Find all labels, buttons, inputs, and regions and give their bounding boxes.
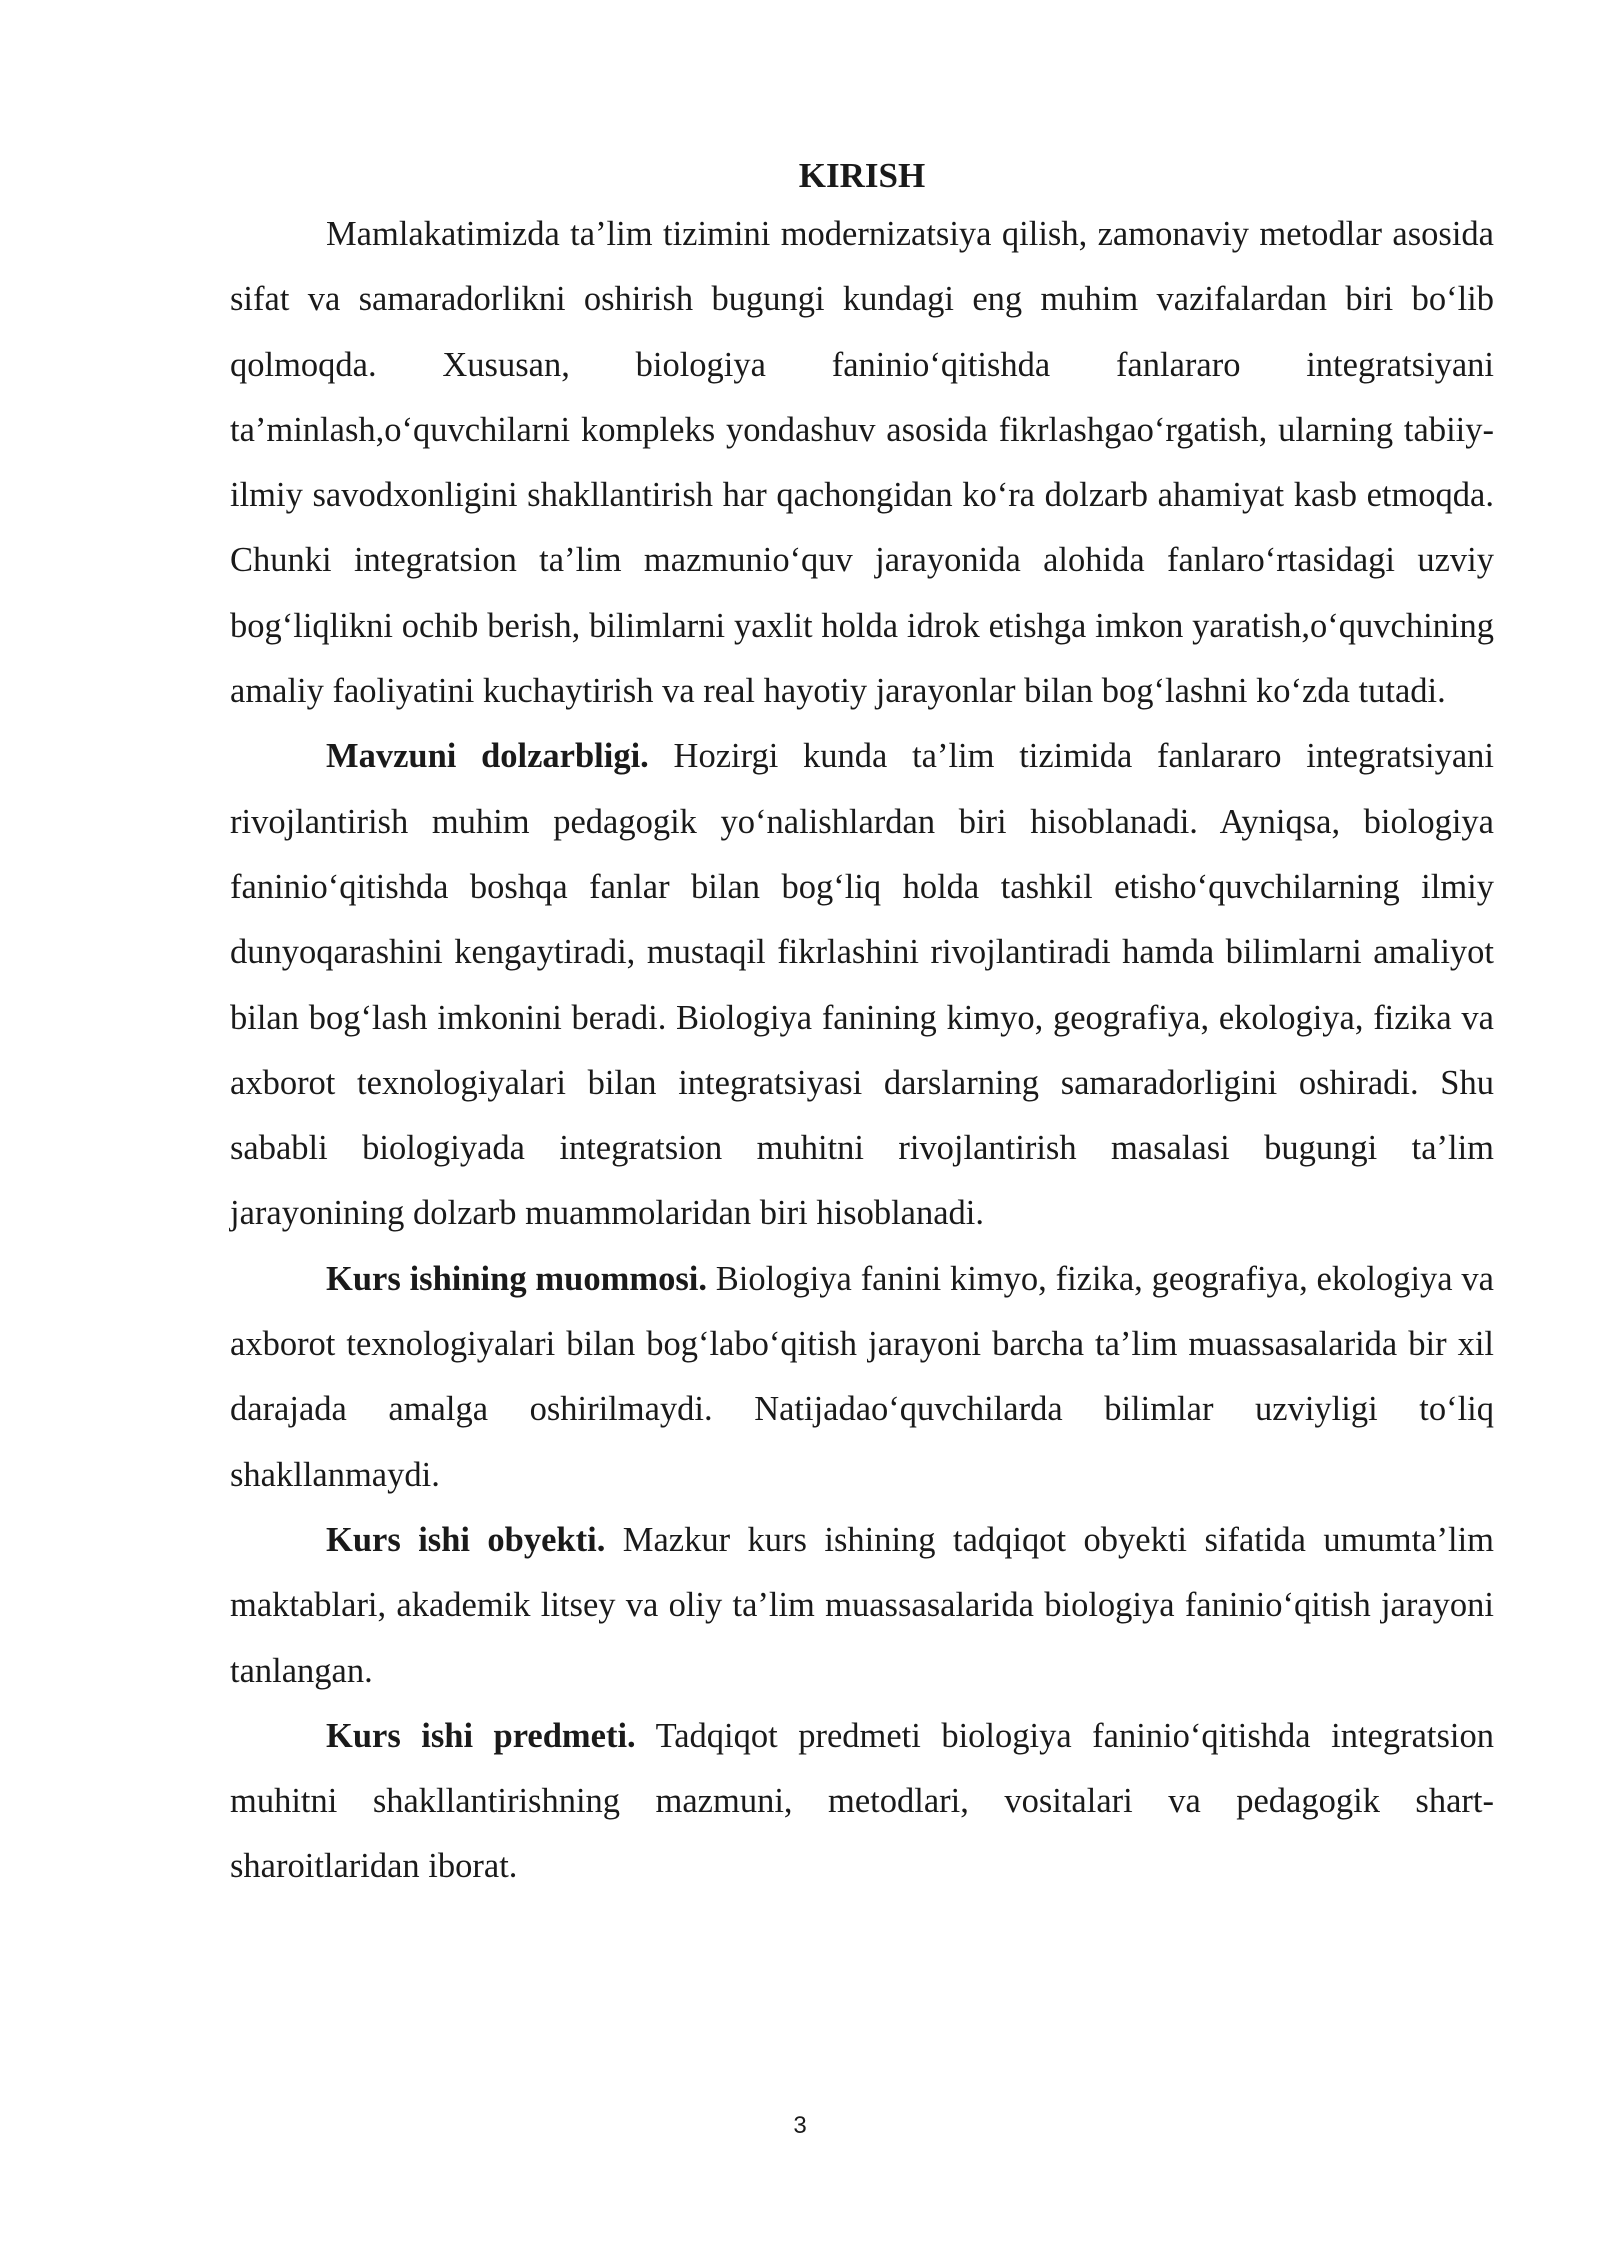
paragraph-text: Biologiya fanini kimyo, fizika, geografiya, ekologiya va axborot texnologiyalari bilan bog‘labo‘qitish jarayoni barcha ta’lim muassasalarida bir xil darajada amalga oshirilmaydi. Natijadao‘quvchilarda bilimlar uzviyligi to‘liq shakllanmaydi.	[230, 1259, 1494, 1494]
paragraph-text: Tadqiqot predmeti biologiya faninio‘qitishda integratsion muhitni shakllantirishning mazmuni, metodlari, vositalari va pedagogik shart-sharoitlaridan iborat.	[230, 1716, 1494, 1886]
paragraph-lead: Mavzuni dolzarbligi.	[326, 737, 649, 776]
paragraph-text: Hozirgi kunda ta’lim tizimida fanlararo integratsiyani rivojlantirish muhim pedagogik yo‘nalishlardan biri hisoblanadi. Ayniqsa, biologiya faninio‘qitishda boshqa fanlar bilan bog‘liq holda tashkil etisho‘quvchilarning ilmiy dunyoqarashini kengaytiradi, mustaqil fikrlashini rivojlantiradi hamda bilimlarni amaliyot bilan bog‘lash imkonini beradi. Biologiya fanining kimyo, geografiya, ekologiya, fizika va axborot texnologiyalari bilan integratsiyasi darslarning samaradorligini oshiradi. Shu sababli biologiyada integratsion muhitni rivojlantirish masalasi bugungi ta’lim jarayonining dolzarb muammolaridan biri hisoblanadi.	[230, 737, 1494, 1233]
paragraph-problem	[230, 1247, 1494, 1508]
paragraph-lead: Kurs ishining muommosi.	[326, 1259, 707, 1298]
paragraph-intro	[230, 202, 1494, 724]
paragraph-lead: Kurs ishi obyekti.	[326, 1520, 606, 1559]
paragraph-subject	[230, 1704, 1494, 1900]
document-body	[230, 150, 1494, 1900]
paragraph-lead: Kurs ishi predmeti.	[326, 1716, 636, 1755]
paragraph-text: Mazkur kurs ishining tadqiqot obyekti sifatida umumta’lim maktablari, akademik litsey va oliy ta’lim muassasalarida biologiya faninio‘qitish jarayoni tanlangan.	[230, 1520, 1494, 1690]
paragraph-text: Mamlakatimizda ta’lim tizimini modernizatsiya qilish, zamonaviy metodlar asosida sifat va samaradorlikni oshirish bugungi kundagi eng muhim vazifalardan biri bo‘lib qolmoqda. Xususan, biologiya faninio‘qitishda fanlararo integratsiyani ta’minlash,o‘quvchilarni kompleks yondashuv asosida fikrlashgao‘rgatish, ularning tabiiy-ilmiy savodxonligini shakllantirish har qachongidan ko‘ra dolzarb ahamiyat kasb etmoqda. Chunki integratsion ta’lim mazmunio‘quv jarayonida alohida fanlaro‘rtasidagi uzviy bog‘liqlikni ochib berish, bilimlarni yaxlit holda idrok etishga imkon yaratish,o‘quvchining amaliy faoliyatini kuchaytirish va real hayotiy jarayonlar bilan bog‘lashni ko‘zda tutadi.	[230, 215, 1494, 711]
page-number: 3	[793, 2112, 807, 2139]
section-heading: KIRISH	[798, 156, 926, 195]
paragraph-relevance	[230, 724, 1494, 1246]
paragraph-object	[230, 1508, 1494, 1704]
